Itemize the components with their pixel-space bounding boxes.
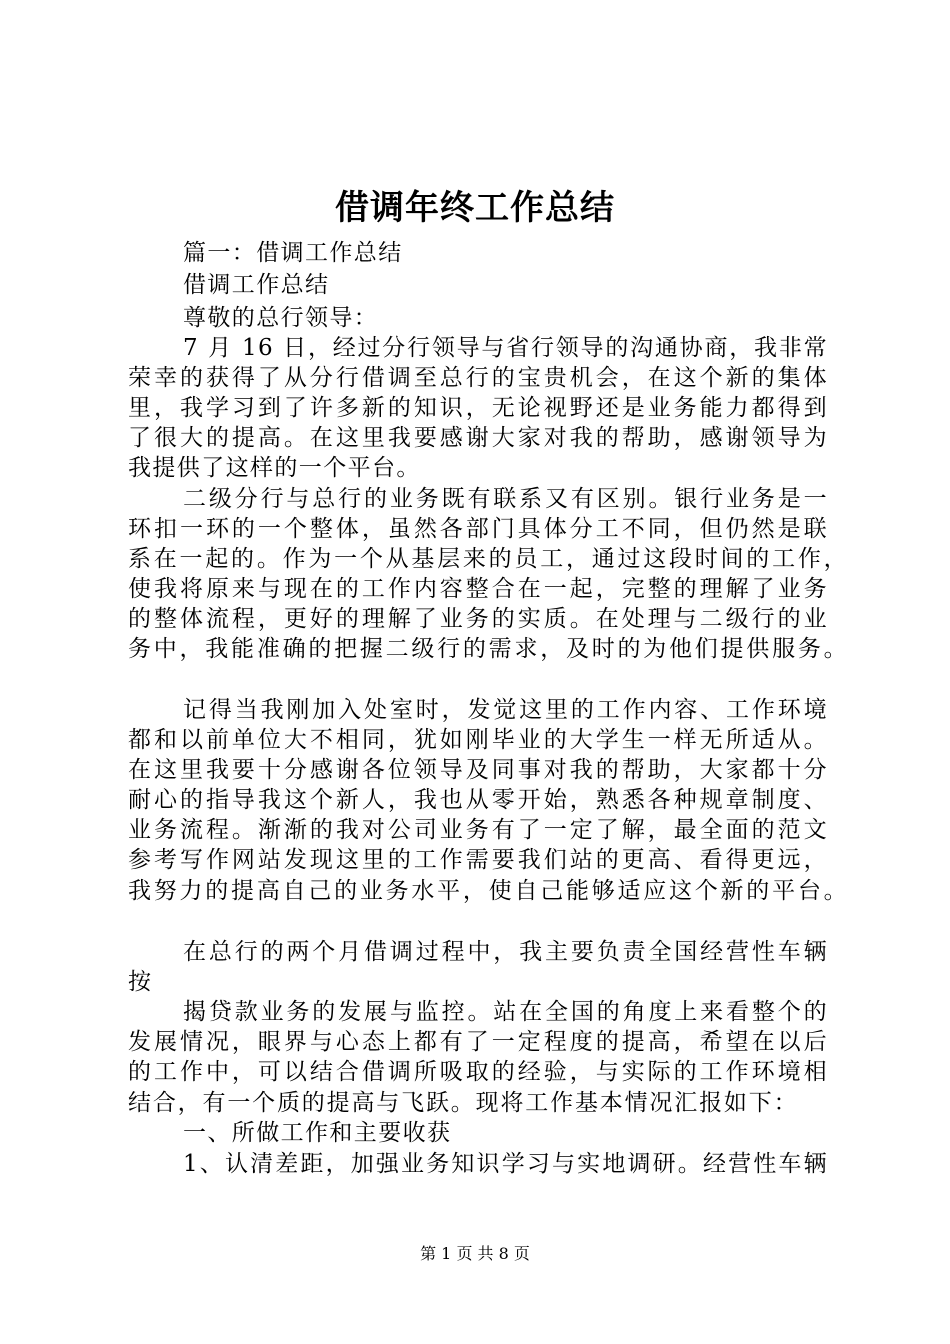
- page-footer: 第 1 页 共 8 页: [420, 1244, 530, 1263]
- paragraph-line: 在这里我要十分感谢各位领导及同事对我的帮助，大家都十分: [128, 757, 828, 783]
- paragraph-line: 荣幸的获得了从分行借调至总行的宝贵机会，在这个新的集体: [128, 365, 828, 391]
- paragraph-line: 1、认清差距，加强业务知识学习与实地调研。经营性车辆: [183, 1151, 828, 1177]
- paragraph-line: 耐心的指导我这个新人，我也从零开始，熟悉各种规章制度、: [128, 787, 828, 813]
- paragraph-line: 发展情况，眼界与心态上都有了一定程度的提高，希望在以后: [128, 1029, 828, 1055]
- paragraph-line: 我提供了这样的一个平台。: [128, 455, 421, 481]
- paragraph-line: 揭贷款业务的发展与监控。站在全国的角度上来看整个的: [183, 999, 828, 1025]
- paragraph-line: 二级分行与总行的业务既有联系又有区别。银行业务是一: [183, 486, 828, 512]
- section-heading: 一、所做工作和主要收获: [183, 1120, 452, 1146]
- paragraph-line: 记得当我刚加入处室时，发觉这里的工作内容、工作环境: [183, 697, 828, 723]
- subheading: 借调工作总结: [183, 272, 330, 298]
- paragraph-line: 环扣一环的一个整体，虽然各部门具体分工不同，但仍然是联: [128, 516, 828, 542]
- section-heading: 篇一：借调工作总结: [183, 240, 403, 266]
- paragraph-line: 系在一起的。作为一个从基层来的员工，通过这段时间的工作，: [128, 546, 848, 572]
- paragraph-line: 的整体流程，更好的理解了业务的实质。在处理与二级行的业: [128, 606, 828, 632]
- salutation: 尊敬的总行领导：: [183, 305, 379, 331]
- paragraph-line: 7 月 16 日，经过分行领导与省行领导的沟通协商，我非常: [183, 335, 828, 361]
- paragraph-line: 了很大的提高。在这里我要感谢大家对我的帮助，感谢领导为: [128, 425, 828, 451]
- paragraph-line: 都和以前单位大不相同，犹如刚毕业的大学生一样无所适从。: [128, 727, 828, 753]
- paragraph-line: 参考写作网站发现这里的工作需要我们站的更高、看得更远，: [128, 847, 828, 873]
- paragraph-line: 里，我学习到了许多新的知识，无论视野还是业务能力都得到: [128, 395, 828, 421]
- paragraph-line: 在总行的两个月借调过程中，我主要负责全国经营性车辆: [183, 939, 828, 965]
- paragraph-line: 务中，我能准确的把握二级行的需求，及时的为他们提供服务。: [128, 636, 848, 662]
- paragraph-line: 按: [128, 969, 153, 995]
- paragraph-line: 我努力的提高自己的业务水平，使自己能够适应这个新的平台。: [128, 878, 848, 904]
- document-title: 借调年终工作总结: [335, 188, 615, 228]
- paragraph-line: 使我将原来与现在的工作内容整合在一起，完整的理解了业务: [128, 576, 828, 602]
- paragraph-line: 的工作中，可以结合借调所吸取的经验，与实际的工作环境相: [128, 1059, 828, 1085]
- paragraph-line: 结合，有一个质的提高与飞跃。现将工作基本情况汇报如下：: [128, 1090, 798, 1116]
- paragraph-line: 业务流程。渐渐的我对公司业务有了一定了解，最全面的范文: [128, 817, 828, 843]
